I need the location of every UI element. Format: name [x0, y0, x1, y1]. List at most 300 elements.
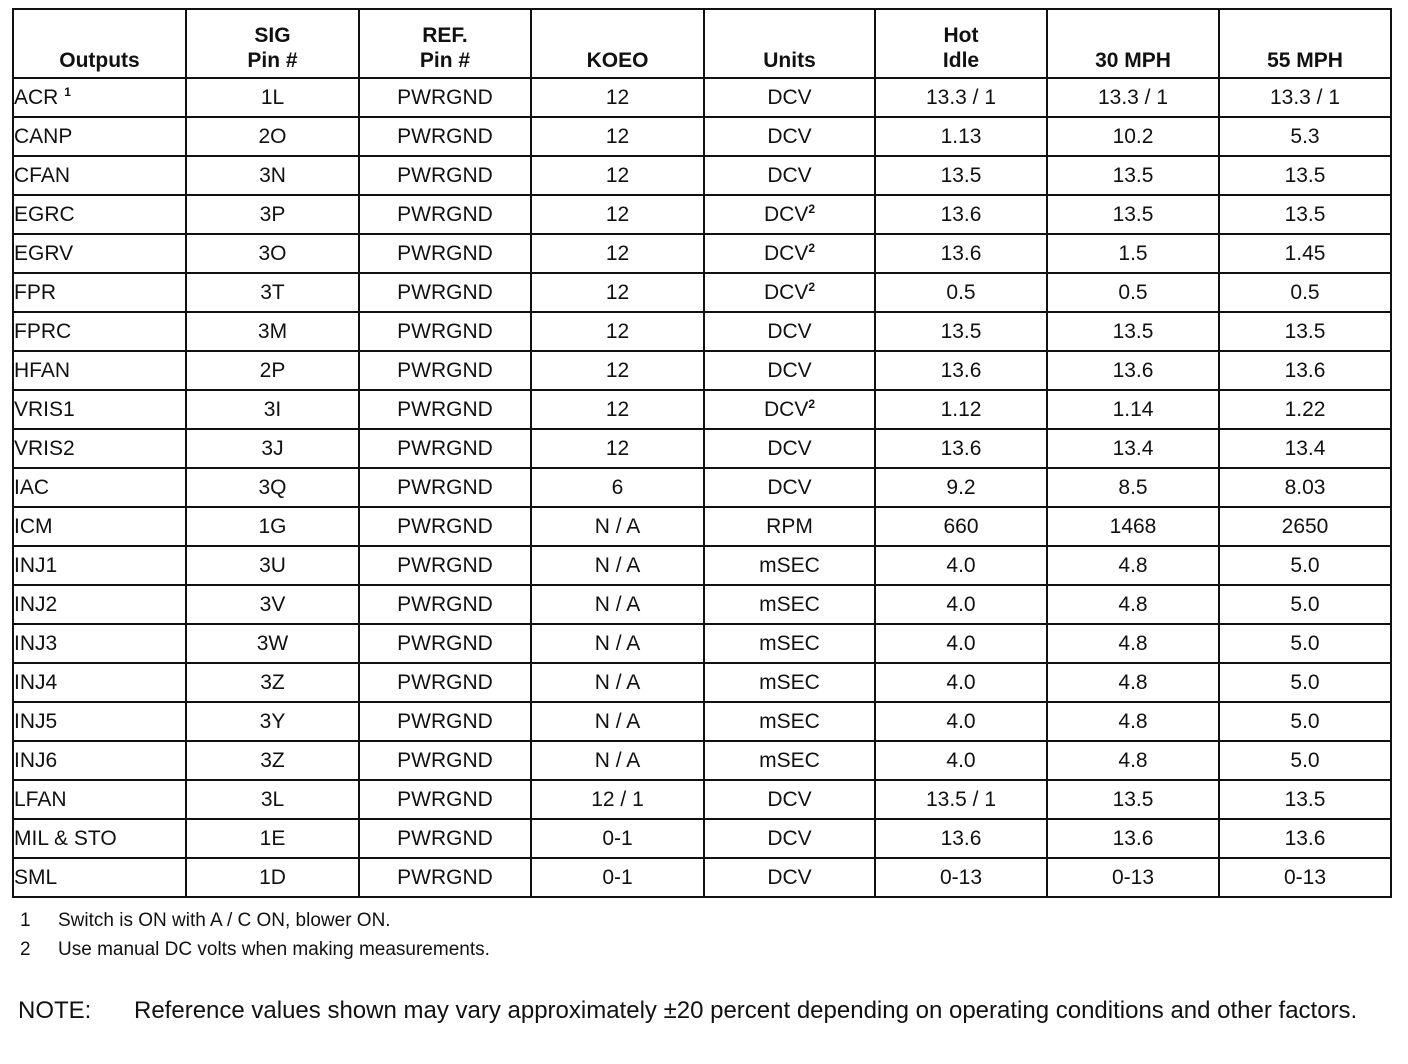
cell-hot-idle-text: 4.0 [946, 748, 976, 772]
cell-55-mph-text: 13.5 [1284, 163, 1326, 187]
cell-sig-pin-text: 3O [258, 241, 287, 265]
footnote-text: Use manual DC volts when making measurements. [58, 939, 490, 960]
header-ref-pin [359, 9, 531, 78]
cell-55-mph [1219, 429, 1391, 468]
header-55-mph [1219, 9, 1391, 78]
cell-hot-idle-text: 13.5 / 1 [925, 787, 997, 811]
cell-55-mph [1219, 585, 1391, 624]
table-header [13, 9, 1391, 78]
table-row [13, 741, 1391, 780]
cell-30-mph-text: 4.8 [1118, 553, 1148, 577]
cell-output [13, 234, 186, 273]
cell-sig-pin [186, 429, 359, 468]
cell-koeo-text: 12 [605, 163, 630, 187]
cell-ref-pin-text: PWRGND [397, 358, 493, 382]
cell-koeo [531, 507, 704, 546]
cell-ref-pin-text: PWRGND [397, 631, 493, 655]
cell-ref-pin [359, 351, 531, 390]
cell-30-mph-text: 4.8 [1118, 748, 1148, 772]
cell-sig-pin-text: 3L [260, 787, 285, 811]
cell-30-mph [1047, 780, 1219, 819]
cell-output-text: FPR [14, 280, 56, 304]
cell-output-text: INJ6 [14, 748, 58, 772]
cell-sig-pin [186, 780, 359, 819]
cell-units [704, 546, 875, 585]
cell-30-mph [1047, 585, 1219, 624]
cell-ref-pin-text: PWRGND [397, 163, 493, 187]
cell-hot-idle-text: 4.0 [946, 709, 976, 733]
cell-hot-idle [875, 117, 1047, 156]
cell-output-text: ACR [14, 85, 59, 109]
cell-output-text: HFAN [14, 358, 71, 382]
cell-55-mph-text: 0.5 [1290, 280, 1320, 304]
cell-55-mph-text: 1.45 [1284, 241, 1326, 265]
cell-output [13, 312, 186, 351]
cell-hot-idle [875, 741, 1047, 780]
cell-koeo [531, 234, 704, 273]
cell-koeo [531, 546, 704, 585]
cell-hot-idle [875, 663, 1047, 702]
cell-output [13, 663, 186, 702]
cell-ref-pin [359, 507, 531, 546]
cell-output-text: EGRV [14, 241, 74, 265]
header-line1: Hot [943, 24, 979, 47]
cell-55-mph-text: 5.0 [1290, 709, 1320, 733]
cell-30-mph [1047, 624, 1219, 663]
cell-sig-pin [186, 468, 359, 507]
cell-hot-idle [875, 507, 1047, 546]
cell-30-mph [1047, 351, 1219, 390]
cell-sig-pin [186, 702, 359, 741]
cell-hot-idle [875, 780, 1047, 819]
cell-koeo-text: 12 [605, 397, 630, 421]
cell-hot-idle [875, 156, 1047, 195]
cell-55-mph-text: 5.0 [1290, 670, 1320, 694]
cell-sig-pin [186, 624, 359, 663]
cell-output [13, 156, 186, 195]
cell-units-text: DCV [763, 280, 809, 304]
footnote-number: 2 [20, 939, 31, 960]
cell-units [704, 234, 875, 273]
cell-sig-pin-text: 1E [259, 826, 286, 850]
cell-30-mph-text: 4.8 [1118, 670, 1148, 694]
cell-units [704, 117, 875, 156]
header-line1: SIG [254, 24, 291, 47]
cell-units [704, 624, 875, 663]
cell-output [13, 819, 186, 858]
cell-30-mph-text: 13.6 [1112, 826, 1154, 850]
cell-sig-pin-text: 3T [260, 280, 285, 304]
cell-hot-idle-text: 4.0 [946, 592, 976, 616]
cell-55-mph [1219, 351, 1391, 390]
cell-55-mph [1219, 663, 1391, 702]
cell-units [704, 507, 875, 546]
cell-hot-idle [875, 312, 1047, 351]
cell-ref-pin [359, 312, 531, 351]
cell-55-mph-text: 5.0 [1290, 592, 1320, 616]
footnote [12, 935, 1390, 964]
cell-hot-idle-text: 0-13 [939, 865, 983, 889]
cell-ref-pin-text: PWRGND [397, 592, 493, 616]
cell-30-mph-text: 13.5 [1112, 163, 1154, 187]
cell-ref-pin [359, 273, 531, 312]
header-line2: Units [763, 49, 816, 72]
cell-units-text: DCV [767, 85, 812, 109]
table-row [13, 273, 1391, 312]
cell-output [13, 351, 186, 390]
cell-ref-pin [359, 468, 531, 507]
cell-55-mph-text: 13.4 [1284, 436, 1326, 460]
cell-sig-pin [186, 312, 359, 351]
cell-sig-pin [186, 273, 359, 312]
cell-30-mph [1047, 741, 1219, 780]
cell-30-mph-text: 4.8 [1118, 631, 1148, 655]
cell-output-text: MIL & STO [14, 826, 117, 850]
footnote-text: Switch is ON with A / C ON, blower ON. [58, 910, 391, 931]
cell-55-mph [1219, 156, 1391, 195]
table-row [13, 429, 1391, 468]
cell-30-mph [1047, 156, 1219, 195]
cell-55-mph-text: 5.0 [1290, 553, 1320, 577]
cell-koeo [531, 117, 704, 156]
footnotes [12, 906, 1390, 964]
cell-sig-pin-text: 3I [263, 397, 282, 421]
cell-55-mph-text: 1.22 [1284, 397, 1326, 421]
cell-30-mph-text: 0.5 [1118, 280, 1148, 304]
cell-30-mph [1047, 507, 1219, 546]
cell-hot-idle-text: 13.6 [940, 358, 982, 382]
cell-hot-idle-text: 9.2 [946, 475, 976, 499]
cell-output-text: EGRC [14, 202, 75, 226]
cell-units-text: mSEC [759, 709, 820, 733]
cell-hot-idle [875, 546, 1047, 585]
cell-units [704, 351, 875, 390]
footnote [12, 906, 1390, 935]
table-row [13, 819, 1391, 858]
cell-units-text: DCV [767, 124, 812, 148]
cell-ref-pin-text: PWRGND [397, 553, 493, 577]
table-row [13, 156, 1391, 195]
cell-koeo-text: 6 [611, 475, 624, 499]
header-units [704, 9, 875, 78]
cell-30-mph [1047, 663, 1219, 702]
cell-sig-pin-text: 3Z [260, 748, 285, 772]
cell-koeo [531, 858, 704, 897]
cell-sig-pin-text: 1L [260, 85, 285, 109]
cell-koeo-text: 12 / 1 [591, 787, 644, 811]
table-row [13, 702, 1391, 741]
cell-sig-pin-text: 1D [259, 865, 286, 889]
cell-ref-pin [359, 390, 531, 429]
cell-ref-pin-text: PWRGND [397, 748, 493, 772]
cell-hot-idle-text: 4.0 [946, 670, 976, 694]
cell-sig-pin-text: 3Q [258, 475, 287, 499]
cell-units [704, 273, 875, 312]
cell-ref-pin-text: PWRGND [397, 865, 493, 889]
cell-units [704, 585, 875, 624]
cell-koeo [531, 624, 704, 663]
cell-units-text: DCV [767, 475, 812, 499]
cell-55-mph [1219, 78, 1391, 117]
cell-55-mph [1219, 117, 1391, 156]
cell-koeo [531, 819, 704, 858]
cell-ref-pin-text: PWRGND [397, 475, 493, 499]
cell-sig-pin [186, 663, 359, 702]
cell-30-mph [1047, 234, 1219, 273]
cell-sig-pin-text: 3M [257, 319, 288, 343]
cell-55-mph-text: 13.5 [1284, 202, 1326, 226]
cell-sig-pin [186, 390, 359, 429]
cell-koeo-text: N / A [594, 514, 641, 538]
header-row [13, 9, 1391, 78]
cell-55-mph-text: 5.0 [1290, 748, 1320, 772]
cell-output [13, 702, 186, 741]
cell-ref-pin [359, 78, 531, 117]
header-line2: 55 MPH [1267, 49, 1343, 72]
cell-units-text: DCV [767, 436, 812, 460]
cell-55-mph [1219, 273, 1391, 312]
cell-sig-pin-text: 3P [259, 202, 286, 226]
cell-units-text: DCV [763, 241, 809, 265]
cell-hot-idle-text: 13.6 [940, 436, 982, 460]
cell-hot-idle-text: 1.12 [940, 397, 982, 421]
cell-hot-idle-text: 0.5 [946, 280, 976, 304]
cell-55-mph-text: 13.5 [1284, 319, 1326, 343]
header-koeo [531, 9, 704, 78]
cell-units [704, 195, 875, 234]
cell-output-text: INJ3 [14, 631, 58, 655]
cell-koeo-text: 12 [605, 436, 630, 460]
cell-ref-pin [359, 663, 531, 702]
cell-30-mph-text: 10.2 [1112, 124, 1154, 148]
cell-hot-idle-text: 660 [943, 514, 979, 538]
cell-55-mph-text: 13.6 [1284, 826, 1326, 850]
cell-30-mph [1047, 78, 1219, 117]
cell-sig-pin [186, 78, 359, 117]
cell-koeo [531, 780, 704, 819]
cell-units-text: DCV [767, 826, 812, 850]
header-line2: Pin # [247, 49, 298, 72]
header-30-mph [1047, 9, 1219, 78]
cell-output-text: FPRC [14, 319, 72, 343]
cell-30-mph [1047, 390, 1219, 429]
cell-hot-idle [875, 858, 1047, 897]
cell-output-text: INJ4 [14, 670, 58, 694]
cell-55-mph-text: 5.0 [1290, 631, 1320, 655]
cell-hot-idle-text: 13.3 / 1 [925, 85, 997, 109]
cell-ref-pin [359, 156, 531, 195]
cell-koeo-text: 12 [605, 241, 630, 265]
cell-units [704, 156, 875, 195]
cell-30-mph [1047, 858, 1219, 897]
cell-koeo-text: N / A [594, 670, 641, 694]
cell-hot-idle [875, 624, 1047, 663]
cell-sig-pin [186, 507, 359, 546]
cell-sig-pin-text: 3W [256, 631, 289, 655]
header-sig-pin [186, 9, 359, 78]
cell-koeo-text: N / A [594, 592, 641, 616]
header-line2: 30 MPH [1095, 49, 1171, 72]
cell-ref-pin-text: PWRGND [397, 241, 493, 265]
cell-output [13, 780, 186, 819]
cell-55-mph-text: 13.6 [1284, 358, 1326, 382]
cell-ref-pin [359, 741, 531, 780]
table-row [13, 858, 1391, 897]
cell-ref-pin-text: PWRGND [397, 709, 493, 733]
cell-koeo [531, 351, 704, 390]
cell-output [13, 390, 186, 429]
cell-hot-idle-text: 13.6 [940, 826, 982, 850]
cell-ref-pin-text: PWRGND [397, 280, 493, 304]
cell-30-mph-text: 8.5 [1118, 475, 1148, 499]
note-text: Reference values shown may vary approximately ±20 percent depending on operating conditions and other factors. [134, 997, 1358, 1024]
cell-koeo [531, 585, 704, 624]
cell-output [13, 624, 186, 663]
table-row [13, 117, 1391, 156]
cell-units-text: DCV [763, 397, 809, 421]
cell-30-mph-text: 13.4 [1112, 436, 1154, 460]
cell-output [13, 507, 186, 546]
cell-output-text: VRIS1 [14, 397, 75, 421]
cell-30-mph [1047, 546, 1219, 585]
cell-sig-pin-text: 3Y [259, 709, 286, 733]
cell-ref-pin [359, 702, 531, 741]
note-label: NOTE: [18, 997, 92, 1024]
cell-units [704, 78, 875, 117]
cell-55-mph [1219, 780, 1391, 819]
cell-30-mph-text: 0-13 [1111, 865, 1155, 889]
header-outputs [13, 9, 186, 78]
cell-output [13, 858, 186, 897]
cell-30-mph [1047, 117, 1219, 156]
cell-output [13, 468, 186, 507]
cell-55-mph [1219, 312, 1391, 351]
table-row [13, 780, 1391, 819]
cell-units-text: mSEC [759, 631, 820, 655]
cell-output [13, 741, 186, 780]
footnote-ref: 2 [808, 279, 816, 294]
cell-ref-pin [359, 858, 531, 897]
cell-sig-pin [186, 585, 359, 624]
cell-hot-idle [875, 195, 1047, 234]
cell-30-mph-text: 4.8 [1118, 709, 1148, 733]
cell-units [704, 468, 875, 507]
cell-ref-pin-text: PWRGND [397, 670, 493, 694]
cell-output [13, 117, 186, 156]
cell-sig-pin [186, 741, 359, 780]
cell-sig-pin-text: 3Z [260, 670, 285, 694]
cell-sig-pin-text: 2P [259, 358, 286, 382]
cell-units [704, 312, 875, 351]
cell-output-text: INJ5 [14, 709, 58, 733]
cell-sig-pin [186, 351, 359, 390]
cell-sig-pin-text: 3U [259, 553, 286, 577]
table-row [13, 312, 1391, 351]
cell-output-text: CFAN [14, 163, 71, 187]
cell-output-text: INJ1 [14, 553, 58, 577]
cell-output [13, 273, 186, 312]
cell-55-mph [1219, 702, 1391, 741]
cell-sig-pin [186, 195, 359, 234]
table-row [13, 624, 1391, 663]
cell-30-mph-text: 1468 [1109, 514, 1157, 538]
cell-units-text: mSEC [759, 592, 820, 616]
cell-units-text: DCV [767, 163, 812, 187]
cell-units-text: mSEC [759, 553, 820, 577]
cell-55-mph [1219, 858, 1391, 897]
header-line2: Idle [942, 49, 980, 72]
header-line2: Outputs [59, 49, 140, 72]
footnote-number: 1 [20, 910, 31, 931]
cell-sig-pin [186, 858, 359, 897]
cell-ref-pin [359, 234, 531, 273]
cell-output [13, 195, 186, 234]
cell-30-mph [1047, 702, 1219, 741]
cell-30-mph-text: 13.5 [1112, 787, 1154, 811]
cell-sig-pin-text: 3J [261, 436, 284, 460]
cell-hot-idle [875, 78, 1047, 117]
cell-sig-pin-text: 2O [258, 124, 287, 148]
cell-30-mph [1047, 429, 1219, 468]
cell-ref-pin-text: PWRGND [397, 319, 493, 343]
cell-hot-idle [875, 234, 1047, 273]
cell-koeo-text: N / A [594, 709, 641, 733]
cell-units-text: DCV [767, 787, 812, 811]
table-row [13, 663, 1391, 702]
cell-ref-pin [359, 780, 531, 819]
cell-output [13, 546, 186, 585]
table-row [13, 507, 1391, 546]
cell-koeo-text: 12 [605, 85, 630, 109]
cell-hot-idle-text: 4.0 [946, 631, 976, 655]
cell-30-mph-text: 13.6 [1112, 358, 1154, 382]
cell-units-text: mSEC [759, 748, 820, 772]
cell-hot-idle [875, 819, 1047, 858]
cell-30-mph-text: 13.3 / 1 [1097, 85, 1169, 109]
cell-ref-pin-text: PWRGND [397, 397, 493, 421]
cell-units [704, 780, 875, 819]
cell-koeo [531, 429, 704, 468]
footnote-ref: 1 [64, 84, 71, 99]
cell-55-mph [1219, 741, 1391, 780]
document-page [12, 8, 1390, 1026]
cell-55-mph [1219, 390, 1391, 429]
cell-ref-pin-text: PWRGND [397, 787, 493, 811]
cell-sig-pin [186, 156, 359, 195]
cell-units [704, 819, 875, 858]
cell-koeo-text: 12 [605, 358, 630, 382]
header-line2: KOEO [586, 49, 649, 72]
cell-output-text: VRIS2 [14, 436, 75, 460]
cell-koeo-text: N / A [594, 748, 641, 772]
cell-koeo [531, 390, 704, 429]
cell-units [704, 663, 875, 702]
cell-koeo-text: 12 [605, 202, 630, 226]
cell-55-mph [1219, 195, 1391, 234]
cell-ref-pin [359, 429, 531, 468]
footnote-ref: 2 [808, 201, 816, 216]
cell-koeo [531, 195, 704, 234]
cell-55-mph [1219, 624, 1391, 663]
footnote-ref: 2 [808, 396, 816, 411]
cell-sig-pin-text: 1G [258, 514, 287, 538]
cell-55-mph-text: 13.3 / 1 [1269, 85, 1341, 109]
cell-koeo-text: 0-1 [602, 826, 633, 850]
outputs-table [12, 8, 1392, 898]
cell-55-mph [1219, 234, 1391, 273]
cell-hot-idle [875, 468, 1047, 507]
cell-ref-pin [359, 819, 531, 858]
